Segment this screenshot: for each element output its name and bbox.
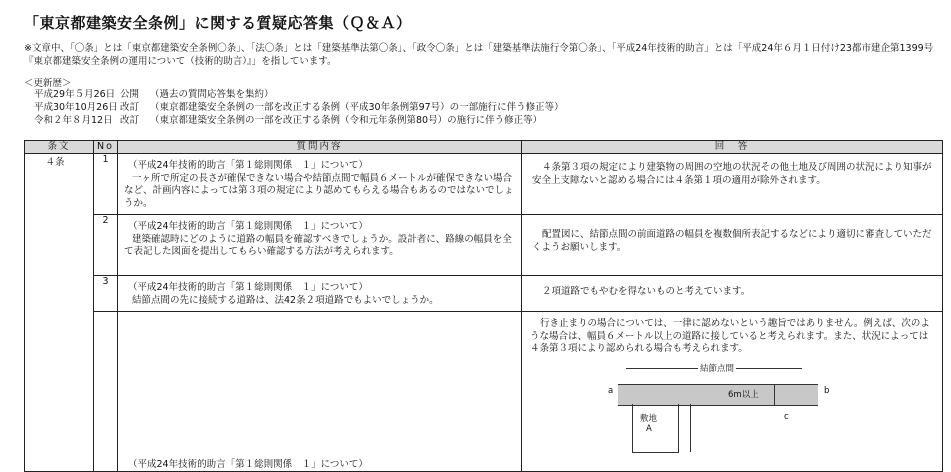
history-item: 令和２年８月12日 改訂 （東京都建築安全条例の一部を改正する条例（令和元年条例第80号）の施行に伴う修正等） xyxy=(34,115,543,126)
row-number: 1 xyxy=(94,154,118,215)
question-cell: （平成24年技術的助言「第１総則関係 １」について） 一ヶ所で所定の長さが確保できない場合や結節点間で幅員６メートルが確保できない場合など、計画内容によっては第３項の規定により認めてもらえる場合もあるのではないでしょうか。 xyxy=(118,154,522,215)
site-a-label: A xyxy=(646,423,652,434)
road-diagram xyxy=(522,362,902,452)
header-question: 質問内容 xyxy=(118,141,522,154)
point-b-label: b xyxy=(824,385,830,396)
definitions-note: ※文章中、「〇条」とは「東京都建築安全条例〇条」、「法〇条」とは「建築基準法第〇条」、「政令〇条」とは「建築基準法施行令第〇条」、「平成24年技術的助言」とは「平成24年６月１日付け23都市建企第1399号『東京都建築安全条例の運用について（技術的助言）』」を指しています。 xyxy=(24,43,934,67)
page-title: 「東京都建築安全条例」に関する質疑応答集（Ｑ＆Ａ） xyxy=(24,14,412,32)
history-list xyxy=(34,88,564,127)
width-label: 6m以上 xyxy=(728,389,759,400)
table-row xyxy=(25,154,943,215)
width-marker xyxy=(774,384,775,406)
row-number: 2 xyxy=(94,215,118,276)
table-row xyxy=(25,215,943,276)
point-a-label: a xyxy=(608,385,614,396)
point-c-label: c xyxy=(784,411,789,422)
question-cell: （平成24年技術的助言「第１総則関係 １」について） 結節点間の先に接続する道路は、法42条２項道路でもよいでしょうか。 xyxy=(118,276,522,312)
table-row xyxy=(25,276,943,312)
question-cell: （平成24年技術的助言「第１総則関係 １」について） xyxy=(118,312,522,472)
history-heading: ＜更新歴＞ xyxy=(24,78,72,89)
answer-cell: 配置図に、結節点間の前面道路の幅員を複数個所表記するなどにより適切に審査していただくようお願いします。 xyxy=(522,215,943,276)
answer-cell: 行き止まりの場合については、一律に認めないという趣旨ではありません。例えば、次のような場合は、幅員６メートル以上の道路に接していると考えられます。また、状況によっては４条第３項により認められる場合も考えられます。 結節点間 a b 6m以上 c 敷地 A xyxy=(522,312,943,472)
header-article: 条文 xyxy=(25,141,94,154)
question-cell: （平成24年技術的助言「第１総則関係 １」について） 建築確認時にどのように道路の幅員を確認すべきでしょうか。設計者に、路線の幅員を全て表記した図面を提出してもらい確認する方法が考えられます。 xyxy=(118,215,522,276)
row-number: 3 xyxy=(94,276,118,312)
answer-cell: ４条第３項の規定により建築物の周囲の空地の状況その他土地及び周囲の状況により知事が安全上支障ないと認める場合には４条第１項の適用が除外されます。 xyxy=(522,154,943,215)
header-answer: 回 答 xyxy=(522,141,943,154)
header-no: No xyxy=(94,141,118,154)
site-label: 敷地 xyxy=(640,413,658,424)
table-row xyxy=(25,312,943,472)
site-boundary xyxy=(690,404,721,452)
history-item: 平成30年10月26日 改訂 （東京都建築安全条例の一部を改正する条例（平成30年条例第97号）の一部施行に伴う修正等） xyxy=(34,102,564,113)
road-shape xyxy=(618,384,818,406)
qa-table xyxy=(24,140,943,472)
history-item: 平成29年５月26日 公開 （過去の質問応答集を集約） xyxy=(34,89,274,100)
answer-cell: ２項道路でもやむを得ないものと考えています。 xyxy=(522,276,943,312)
table-header-row xyxy=(25,141,943,154)
row-number xyxy=(94,312,118,472)
article-cell: ４条 xyxy=(25,154,94,472)
junction-label: 結節点間 xyxy=(700,363,735,374)
